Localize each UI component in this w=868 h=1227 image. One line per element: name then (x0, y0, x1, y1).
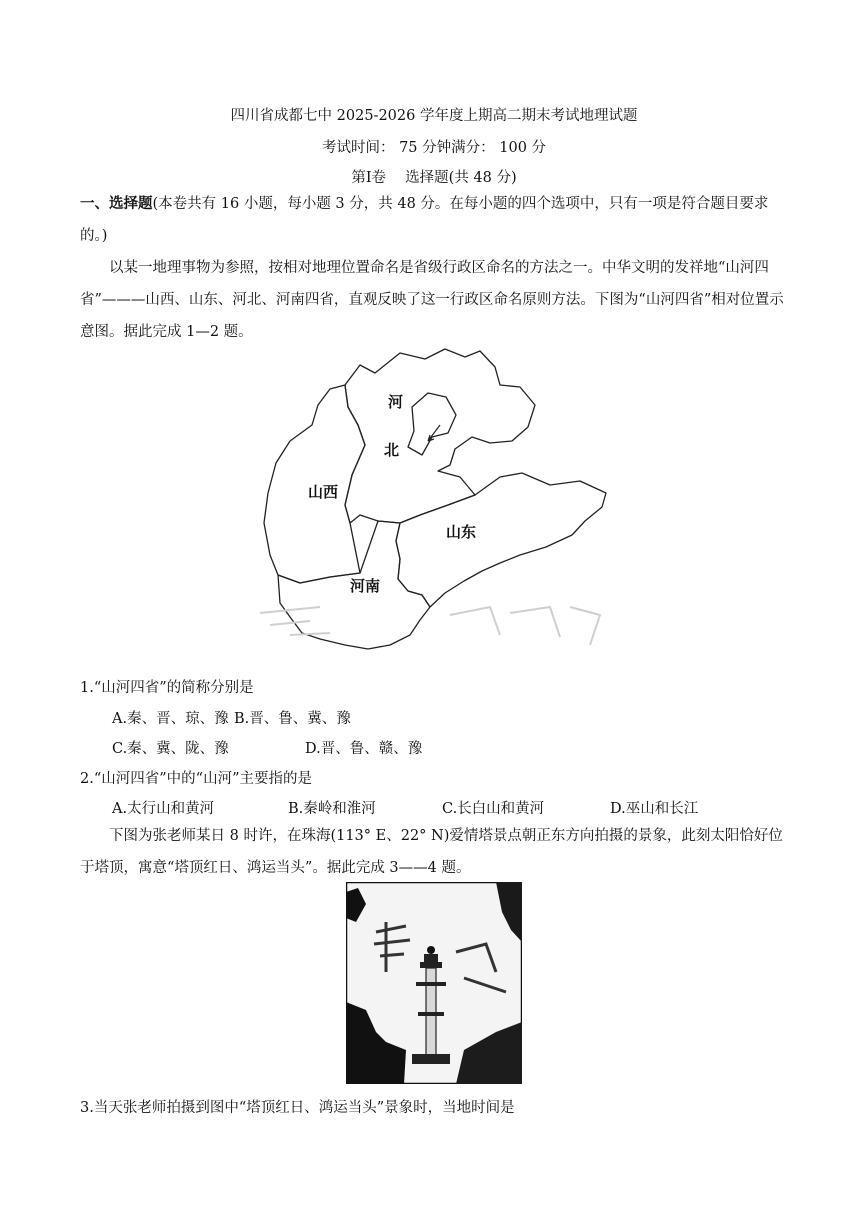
q1-stem: 1.“山河四省”的简称分别是 (80, 680, 254, 696)
q1-option-c: C.秦、冀、陇、豫 (112, 741, 229, 757)
map-label-bei: 北 (384, 441, 400, 459)
map-label-shanxi: 山西 (308, 483, 339, 501)
shandong-outline (396, 473, 606, 607)
section-heading: 第Ⅰ卷 选择题(共 48 分) (351, 170, 517, 186)
q2-option-b: B.秦岭和淮河 (288, 801, 376, 817)
q2-option-c: C.长白山和黄河 (442, 801, 545, 817)
map-label-he: 河 (388, 393, 404, 411)
passage-2: 下图为张老师某日 8 时许，在珠海(113° E、22° N)爱情塔景点朝正东方向拍摄的景象，此刻太阳恰好位于塔顶，寓意“塔顶红日、鸿运当头”。据此完成 3——4 题。 (80, 828, 783, 876)
tower-photo (346, 882, 522, 1084)
passage-1: 以某一地理事物为参照，按相对地理位置命名是省级行政区命名的方法之一。中华文明的发祥地“山河四省”———山西、山东、河北、河南四省，直观反映了这一行政区命名原则方法。下图为“山河四省”相对位置示意图。据此完成 1—2 题。 (80, 260, 784, 340)
q2-option-a: A.太行山和黄河 (112, 801, 215, 817)
exam-title: 四川省成都七中 2025-2026 学年度上期高二期末考试地理试题 (230, 108, 638, 124)
part1-heading: 一、选择题 (80, 195, 153, 212)
map-label-shandong: 山东 (446, 523, 477, 541)
arrow-icon (428, 425, 440, 441)
hebei-outline (345, 349, 535, 523)
part1-instruction: (本卷共有 16 小题，每小题 3 分，共 48 分。在每小题的四个选项中，只有一项是符合题目要求的。) (80, 196, 769, 244)
sun-icon (427, 946, 435, 954)
provinces-map (250, 345, 620, 665)
exam-info: 考试时间： 75 分钟满分： 100 分 (321, 140, 547, 156)
watermark (260, 607, 600, 645)
map-label-henan: 河南 (350, 577, 381, 595)
beijing-outline (408, 393, 456, 455)
q2-option-d: D.巫山和长江 (610, 801, 699, 817)
part1-block (80, 188, 792, 252)
q1-option-a: A.秦、晋、琼、豫 (112, 711, 229, 727)
q3-stem: 3.当天张老师拍摄到图中“塔顶红日、鸿运当头”景象时，当地时间是 (80, 1100, 515, 1116)
q1-option-b: B.晋、鲁、冀、豫 (234, 711, 351, 727)
q2-stem: 2.“山河四省”中的“山河”主要指的是 (80, 771, 312, 787)
q1-option-d: D.晋、鲁、赣、豫 (305, 741, 423, 757)
